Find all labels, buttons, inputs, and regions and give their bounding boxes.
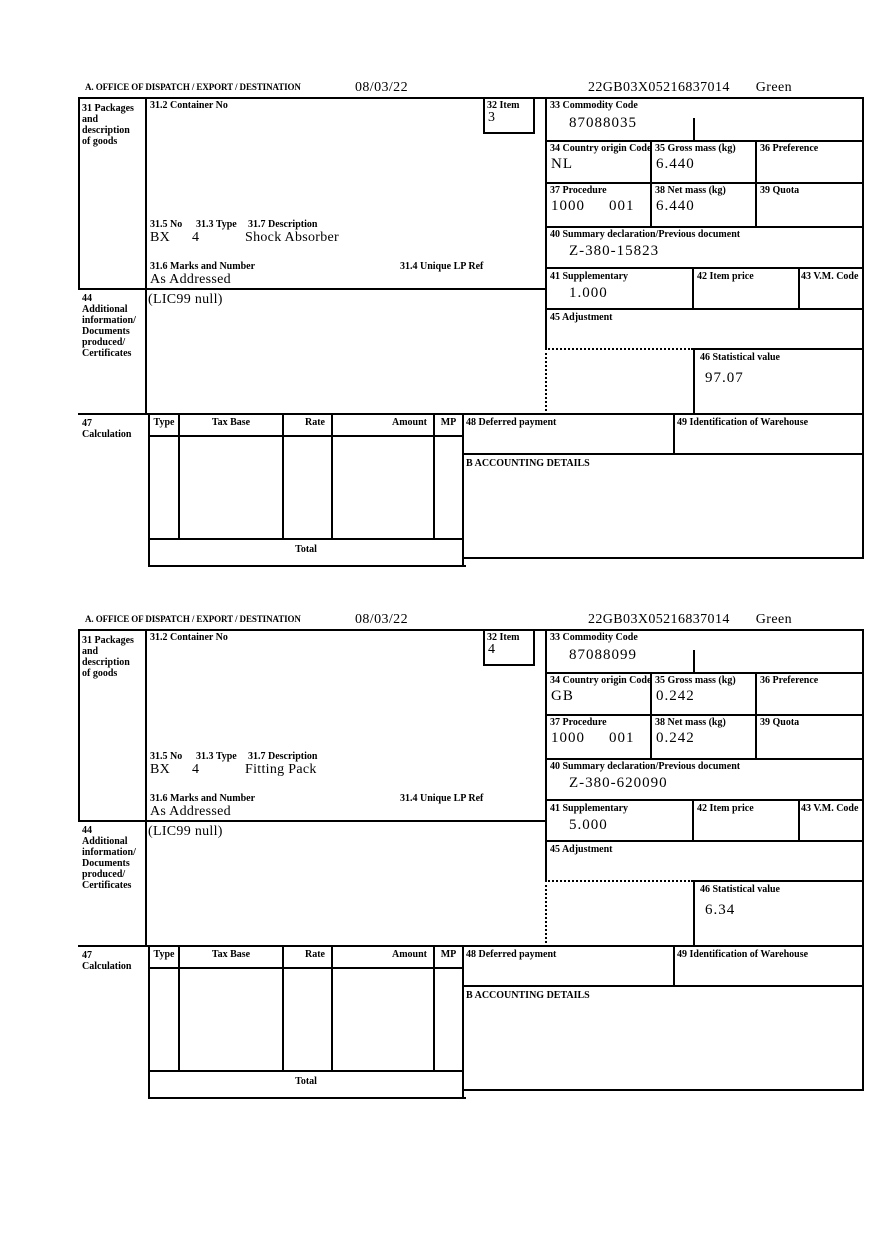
- dotted-line: [545, 348, 693, 350]
- preference-label: 36 Preference: [760, 143, 819, 154]
- country-origin-value: NL: [551, 156, 573, 172]
- item-price-label: 42 Item price: [697, 271, 754, 282]
- form-line: [798, 799, 800, 842]
- country-origin-value: GB: [551, 688, 574, 704]
- form-line: [148, 967, 464, 969]
- mrn-value: 22GB03X05216837014: [588, 80, 730, 95]
- box44-label-line: Documents: [82, 326, 130, 337]
- description-label: 31.7 Description: [248, 751, 318, 762]
- form-line: [145, 97, 147, 415]
- supplementary-value: 1.000: [569, 285, 608, 301]
- procedure-label: 37 Procedure: [550, 185, 607, 196]
- box31-label-line: 31 Packages: [82, 103, 134, 114]
- package-type-label: 31.3 Type: [196, 219, 237, 230]
- calc-header-rate: Rate: [305, 417, 325, 428]
- form-line: [483, 629, 485, 664]
- movement-reference: [588, 80, 792, 96]
- box31-label-line: 31 Packages: [82, 635, 134, 646]
- goods-description-value: Shock Absorber: [245, 230, 340, 245]
- office-of-dispatch-label: A. OFFICE OF DISPATCH / EXPORT / DESTINATION: [85, 614, 301, 624]
- form-line: [545, 267, 864, 269]
- form-line: [331, 413, 333, 540]
- procedure-label: 37 Procedure: [550, 717, 607, 728]
- customs-item-form: [78, 80, 864, 572]
- form-line: [462, 1089, 864, 1091]
- form-line: [178, 945, 180, 1072]
- adjustment-label: 45 Adjustment: [550, 312, 613, 323]
- form-line: [533, 629, 535, 666]
- net-mass-label: 38 Net mass (kg): [655, 185, 726, 196]
- form-line: [433, 413, 435, 540]
- form-line: [78, 97, 80, 290]
- procedure-value: 1000: [551, 198, 585, 214]
- box31-label-line: and: [82, 646, 99, 657]
- commodity-code-label: 33 Commodity Code: [550, 100, 638, 111]
- form-line: [545, 840, 864, 842]
- form-line: [483, 97, 485, 132]
- form-line: [331, 945, 333, 1072]
- calc-header-taxbase: Tax Base: [211, 417, 251, 428]
- previous-document-value: Z-380-620090: [569, 775, 668, 791]
- calc-header-amount: Amount: [391, 949, 427, 960]
- unique-lp-ref-label: 31.4 Unique LP Ref: [400, 261, 484, 272]
- procedure-extra-value: 001: [609, 198, 635, 214]
- box44-label-line: Documents: [82, 858, 130, 869]
- vm-code-label: 43 V.M. Code: [801, 803, 859, 814]
- previous-document-value: Z-380-15823: [569, 243, 660, 259]
- marks-number-value: As Addressed: [150, 804, 231, 819]
- box44-label-line: Additional: [82, 836, 128, 847]
- box44-label-line: produced/: [82, 337, 126, 348]
- dispatch-date: 08/03/22: [355, 80, 408, 95]
- box44-label-line: 44: [82, 825, 92, 836]
- statistical-value: 6.34: [705, 902, 736, 918]
- form-line: [862, 97, 864, 559]
- form-line: [545, 714, 864, 716]
- package-type-value: 4: [192, 762, 200, 777]
- previous-document-label: 40 Summary declaration/Previous document: [550, 229, 741, 240]
- net-mass-value: 6.440: [656, 198, 695, 214]
- gross-mass-value: 6.440: [656, 156, 695, 172]
- form-line: [148, 565, 466, 567]
- additional-information-value: (LIC99 null): [148, 292, 223, 307]
- form-line: [282, 413, 284, 540]
- form-line: [692, 799, 694, 842]
- box44-label-line: 44: [82, 293, 92, 304]
- gross-mass-value: 0.242: [656, 688, 695, 704]
- goods-description-value: Fitting Pack: [245, 762, 317, 777]
- form-line: [545, 799, 864, 801]
- form-line: [145, 629, 147, 947]
- form-line: [545, 629, 547, 880]
- box31-label-line: of goods: [82, 136, 118, 147]
- deferred-payment-label: 48 Deferred payment: [466, 949, 557, 960]
- total-label: Total: [295, 544, 317, 555]
- form-line: [78, 820, 547, 822]
- form-line: [693, 880, 864, 882]
- box47-label-line: 47: [82, 418, 92, 429]
- item-number-value: 3: [488, 110, 496, 125]
- box44-label-line: produced/: [82, 869, 126, 880]
- item-label: 32 Item: [487, 100, 520, 111]
- form-line: [693, 880, 695, 947]
- statistical-value-label: 46 Statistical value: [700, 884, 780, 895]
- statistical-value: 97.07: [705, 370, 744, 386]
- routing-status: Green: [755, 612, 792, 627]
- form-line: [462, 453, 864, 455]
- customs-item-form: [78, 612, 864, 1104]
- box31-label-line: of goods: [82, 668, 118, 679]
- mrn-value: 22GB03X05216837014: [588, 612, 730, 627]
- supplementary-label: 41 Supplementary: [550, 271, 629, 282]
- calc-header-amount: Amount: [391, 417, 427, 428]
- box31-label-line: and: [82, 114, 99, 125]
- calc-header-mp: MP: [440, 417, 457, 428]
- dispatch-date: 08/03/22: [355, 612, 408, 627]
- package-type-label: 31.3 Type: [196, 751, 237, 762]
- commodity-code-value: 87088035: [569, 115, 637, 131]
- form-line: [545, 140, 864, 142]
- box44-label-line: Certificates: [82, 348, 132, 359]
- form-line: [755, 672, 757, 760]
- vm-code-label: 43 V.M. Code: [801, 271, 859, 282]
- quota-label: 39 Quota: [760, 717, 800, 728]
- commodity-code-value: 87088099: [569, 647, 637, 663]
- commodity-code-label: 33 Commodity Code: [550, 632, 638, 643]
- dotted-line: [545, 880, 547, 947]
- form-line: [148, 1097, 466, 1099]
- country-origin-label: 34 Country origin Code: [550, 143, 652, 154]
- net-mass-value: 0.242: [656, 730, 695, 746]
- office-of-dispatch-label: A. OFFICE OF DISPATCH / EXPORT / DESTINATION: [85, 82, 301, 92]
- container-no-label: 31.2 Container No: [150, 100, 228, 111]
- form-line: [78, 413, 864, 415]
- form-line: [433, 945, 435, 1072]
- dotted-line: [545, 348, 547, 415]
- calc-header-mp: MP: [440, 949, 457, 960]
- net-mass-label: 38 Net mass (kg): [655, 717, 726, 728]
- routing-status: Green: [755, 80, 792, 95]
- marks-number-label: 31.6 Marks and Number: [150, 261, 256, 272]
- box31-label-line: description: [82, 657, 130, 668]
- package-type-value: 4: [192, 230, 200, 245]
- adjustment-label: 45 Adjustment: [550, 844, 613, 855]
- package-no-value: BX: [150, 230, 171, 245]
- package-no-label: 31.5 No: [150, 219, 183, 230]
- package-no-label: 31.5 No: [150, 751, 183, 762]
- movement-reference: [588, 612, 792, 628]
- container-no-label: 31.2 Container No: [150, 632, 228, 643]
- box47-label-line: Calculation: [82, 429, 132, 440]
- supplementary-label: 41 Supplementary: [550, 803, 629, 814]
- calc-header-type: Type: [153, 417, 175, 428]
- item-label: 32 Item: [487, 632, 520, 643]
- warehouse-id-label: 49 Identification of Warehouse: [677, 949, 809, 960]
- form-line: [148, 1070, 464, 1072]
- form-line: [148, 538, 464, 540]
- warehouse-id-label: 49 Identification of Warehouse: [677, 417, 809, 428]
- commodity-code-divider: [693, 118, 695, 142]
- form-line: [78, 945, 864, 947]
- form-line: [545, 758, 864, 760]
- marks-number-label: 31.6 Marks and Number: [150, 793, 256, 804]
- gross-mass-label: 35 Gross mass (kg): [655, 143, 736, 154]
- form-line: [545, 182, 864, 184]
- form-line: [282, 945, 284, 1072]
- statistical-value-label: 46 Statistical value: [700, 352, 780, 363]
- form-line: [78, 288, 547, 290]
- form-line: [533, 97, 535, 134]
- form-line: [148, 435, 464, 437]
- gross-mass-label: 35 Gross mass (kg): [655, 675, 736, 686]
- form-line: [862, 629, 864, 1091]
- unique-lp-ref-label: 31.4 Unique LP Ref: [400, 793, 484, 804]
- deferred-payment-label: 48 Deferred payment: [466, 417, 557, 428]
- description-label: 31.7 Description: [248, 219, 318, 230]
- form-line: [545, 308, 864, 310]
- form-line: [693, 348, 864, 350]
- item-number-value: 4: [488, 642, 496, 657]
- box44-label-line: Certificates: [82, 880, 132, 891]
- country-origin-label: 34 Country origin Code: [550, 675, 652, 686]
- calc-header-rate: Rate: [305, 949, 325, 960]
- commodity-code-divider: [693, 650, 695, 674]
- form-line: [693, 348, 695, 415]
- box44-label-line: Additional: [82, 304, 128, 315]
- additional-information-value: (LIC99 null): [148, 824, 223, 839]
- form-line: [545, 97, 547, 348]
- form-line: [483, 132, 535, 134]
- procedure-value: 1000: [551, 730, 585, 746]
- item-price-label: 42 Item price: [697, 803, 754, 814]
- form-line: [545, 226, 864, 228]
- quota-label: 39 Quota: [760, 185, 800, 196]
- accounting-details-label: B ACCOUNTING DETAILS: [466, 458, 590, 469]
- form-line: [78, 97, 864, 99]
- procedure-extra-value: 001: [609, 730, 635, 746]
- box47-label-line: 47: [82, 950, 92, 961]
- box44-label-line: information/: [82, 315, 136, 326]
- form-line: [798, 267, 800, 310]
- supplementary-value: 5.000: [569, 817, 608, 833]
- accounting-details-label: B ACCOUNTING DETAILS: [466, 990, 590, 1001]
- form-line: [78, 629, 864, 631]
- form-line: [78, 629, 80, 822]
- calc-header-taxbase: Tax Base: [211, 949, 251, 960]
- total-label: Total: [295, 1076, 317, 1087]
- form-line: [692, 267, 694, 310]
- preference-label: 36 Preference: [760, 675, 819, 686]
- previous-document-label: 40 Summary declaration/Previous document: [550, 761, 741, 772]
- form-line: [462, 985, 864, 987]
- form-line: [673, 413, 675, 455]
- form-line: [755, 140, 757, 228]
- form-line: [673, 945, 675, 987]
- marks-number-value: As Addressed: [150, 272, 231, 287]
- dotted-line: [545, 880, 693, 882]
- form-line: [545, 672, 864, 674]
- form-line: [462, 557, 864, 559]
- form-line: [178, 413, 180, 540]
- box44-label-line: information/: [82, 847, 136, 858]
- form-line: [483, 664, 535, 666]
- package-no-value: BX: [150, 762, 171, 777]
- box31-label-line: description: [82, 125, 130, 136]
- box47-label-line: Calculation: [82, 961, 132, 972]
- calc-header-type: Type: [153, 949, 175, 960]
